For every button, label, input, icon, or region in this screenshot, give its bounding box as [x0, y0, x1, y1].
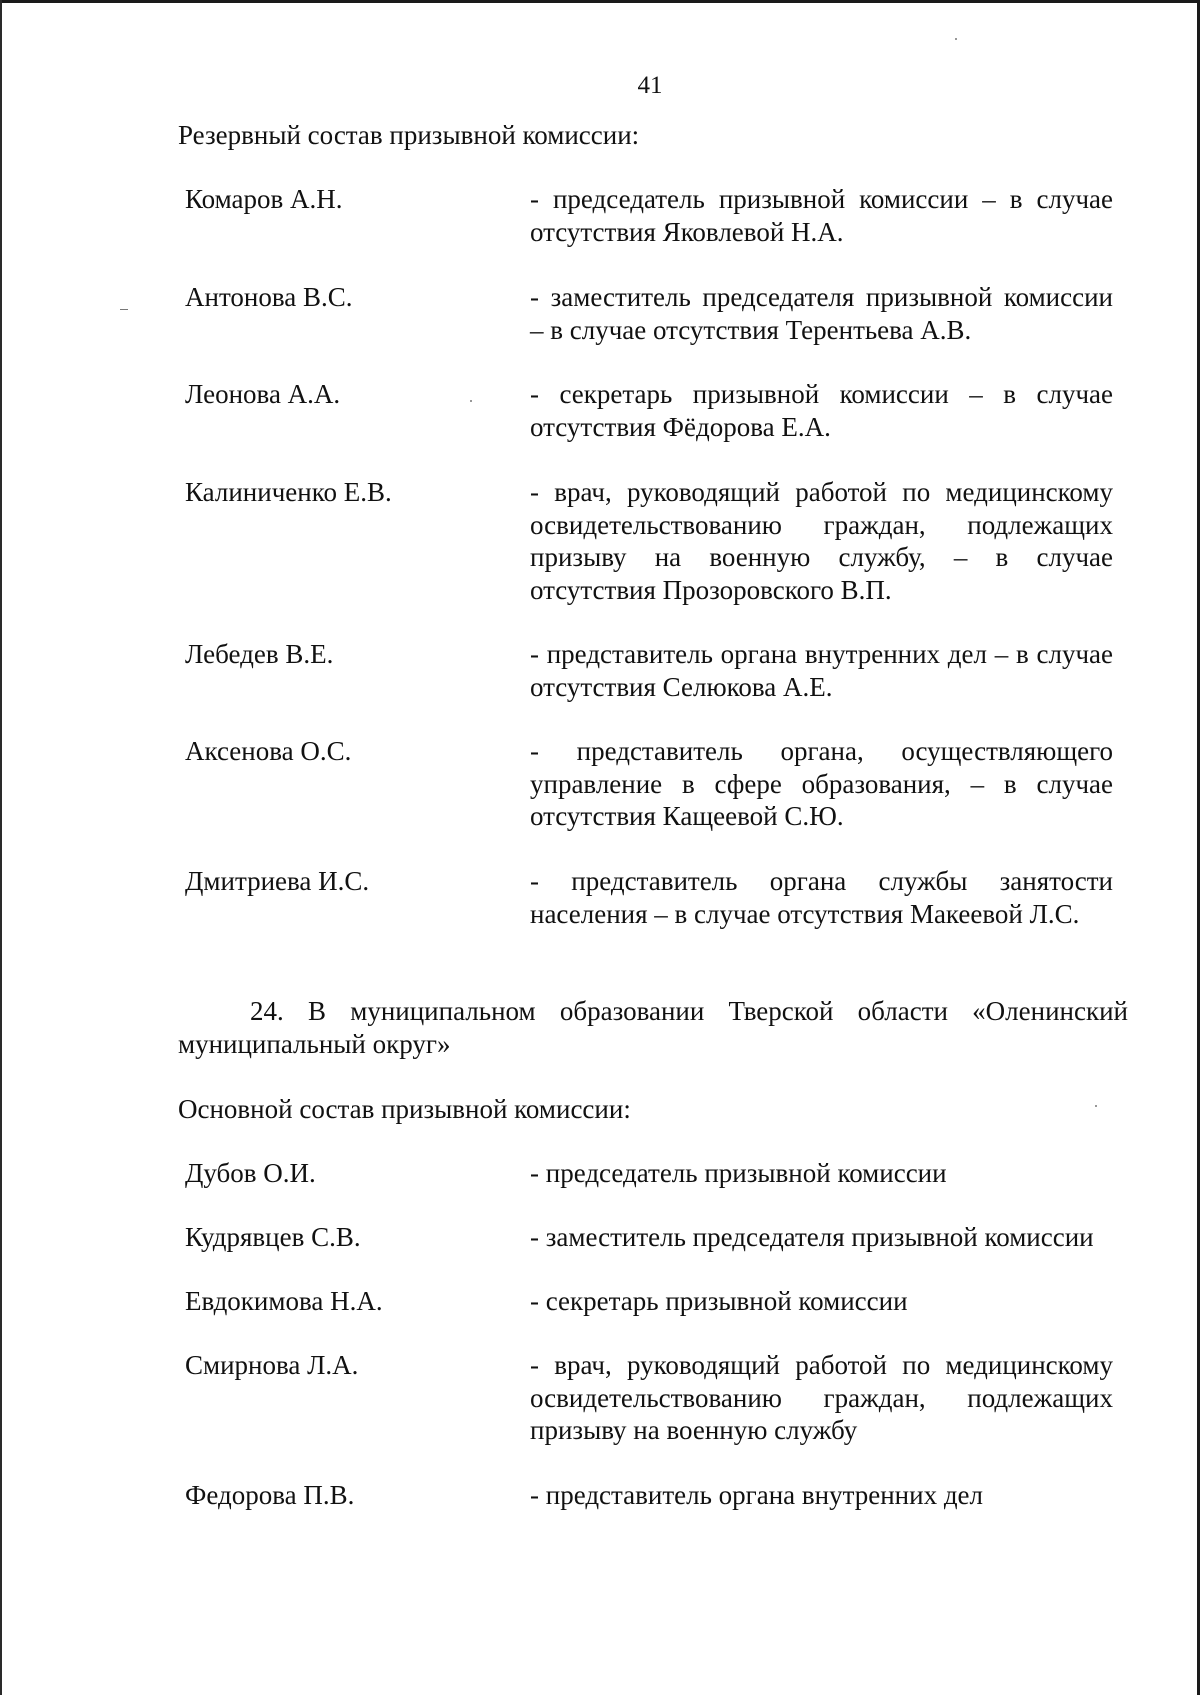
section-24-line-2: муниципальный округ»: [178, 1028, 451, 1059]
member-name: Федорова П.В.: [185, 1480, 355, 1510]
member-name: Лебедев В.Е.: [185, 639, 334, 669]
member-name: Калиниченко Е.В.: [185, 477, 392, 507]
member-role: - врач, руководящий работой по медицинскому освидетельствованию граждан, подлежащих призыву на военную службу: [530, 1350, 1113, 1445]
main-composition-heading: Основной состав призывной комиссии:: [178, 1094, 631, 1124]
member-role: - представитель органа службы занятости населения – в случае отсутствия Макеевой Л.С.: [530, 866, 1113, 929]
member-role: - секретарь призывной комиссии – в случае отсутствия Фёдорова Е.А.: [530, 379, 1113, 442]
scan-speck: [120, 309, 128, 310]
member-role: - председатель призывной комиссии – в случае отсутствия Яковлевой Н.А.: [530, 184, 1113, 247]
scan-edge-left: [0, 0, 2, 1695]
member-name: Смирнова Л.А.: [185, 1350, 359, 1380]
member-role: - представитель органа внутренних дел: [530, 1480, 984, 1510]
section-24-line-1: 24. В муниципальном образовании Тверской области «Оленинский: [250, 996, 1128, 1026]
scan-speck: [955, 38, 957, 40]
member-role: - представитель органа, осуществляющего управление в сфере образования, – в случае отсутствия Кащеевой С.Ю.: [530, 736, 1113, 831]
member-role: - заместитель председателя призывной комиссии – в случае отсутствия Терентьева А.В.: [530, 282, 1113, 345]
section-24-paragraph: [178, 995, 1128, 1060]
member-role: - секретарь призывной комиссии: [530, 1286, 908, 1316]
member-role: - заместитель председателя призывной комиссии: [530, 1222, 1094, 1252]
member-role: - представитель органа внутренних дел – в случае отсутствия Селюкова А.Е.: [530, 639, 1113, 702]
member-role: - председатель призывной комиссии: [530, 1158, 947, 1188]
member-name: Антонова В.С.: [185, 282, 353, 312]
reserve-composition-heading: Резервный состав призывной комиссии:: [178, 120, 640, 150]
member-name: Аксенова О.С.: [185, 736, 352, 766]
member-name: Дмитриева И.С.: [185, 866, 370, 896]
scan-edge-top: [0, 0, 1200, 3]
member-name: Дубов О.И.: [185, 1158, 316, 1188]
member-name: Комаров А.Н.: [185, 184, 343, 214]
member-name: Евдокимова Н.А.: [185, 1286, 383, 1316]
page-number: 41: [637, 72, 663, 99]
member-name: Кудрявцев С.В.: [185, 1222, 361, 1252]
member-role: - врач, руководящий работой по медицинскому освидетельствованию граждан, подлежащих призыву на военную службу, – в случае отсутствия Прозоровского В.П.: [530, 477, 1113, 605]
member-name: Леонова А.А.: [185, 379, 341, 409]
